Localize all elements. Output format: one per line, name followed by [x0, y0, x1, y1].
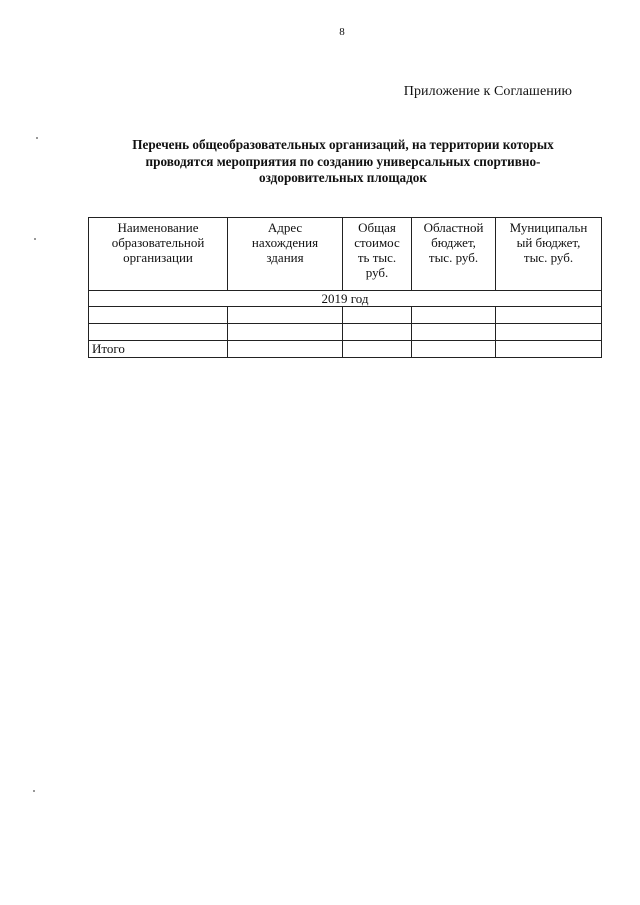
- table-cell: [228, 324, 343, 341]
- table-cell: [412, 307, 496, 324]
- scan-speck: [33, 790, 35, 792]
- header-line: тыс. руб.: [523, 250, 574, 265]
- table-row: [89, 307, 602, 324]
- title-line: проводятся мероприятия по созданию универсальных спортивно-: [145, 153, 541, 169]
- header-line: Наименование: [117, 220, 199, 235]
- table-cell: [496, 307, 602, 324]
- scan-speck: [34, 238, 36, 240]
- header-line: тыс. руб.: [428, 250, 479, 265]
- appendix-note: Приложение к Соглашению: [403, 84, 572, 99]
- organizations-table: [88, 217, 602, 358]
- title-line: оздоровительных площадок: [259, 170, 427, 185]
- scan-speck: [36, 137, 38, 139]
- page-number: 8: [339, 26, 345, 38]
- table-cell: [343, 341, 412, 358]
- header-line: образовательной: [111, 235, 205, 250]
- table-header-row: [89, 218, 602, 291]
- header-line: нахождения: [251, 235, 319, 250]
- header-line: Общая: [358, 220, 396, 235]
- header-line: Муниципальн: [509, 220, 588, 235]
- table-cell: [412, 324, 496, 341]
- year-cell: 2019 год: [89, 291, 602, 307]
- table-row: [89, 324, 602, 341]
- table-cell: [89, 307, 228, 324]
- header-municipal-budget: [496, 218, 602, 291]
- table-cell: [343, 307, 412, 324]
- header-line: здания: [266, 250, 304, 265]
- header-line: организации: [123, 250, 193, 265]
- table-cell: [89, 324, 228, 341]
- total-label: Итого: [89, 341, 228, 358]
- table-cell: [343, 324, 412, 341]
- table-cell: [496, 324, 602, 341]
- table-cell: [412, 341, 496, 358]
- table-cell: [496, 341, 602, 358]
- header-line: ть тыс.: [357, 250, 397, 265]
- header-regional-budget: [412, 218, 496, 291]
- title-line: Перечень общеобразовательных организаций, на территории которых: [132, 137, 554, 152]
- header-line: руб.: [365, 265, 389, 280]
- header-line: Адрес: [267, 220, 303, 235]
- table-cell: [228, 307, 343, 324]
- header-organization-name: [89, 218, 228, 291]
- document-title: [88, 137, 598, 187]
- header-building-address: [228, 218, 343, 291]
- header-total-cost: [343, 218, 412, 291]
- total-row: [89, 341, 602, 358]
- table-cell: [228, 341, 343, 358]
- header-line: ый бюджет,: [516, 235, 581, 250]
- year-row: [89, 291, 602, 307]
- header-line: стоимос: [354, 235, 400, 250]
- header-line: бюджет,: [431, 235, 476, 250]
- header-line: Областной: [423, 220, 484, 235]
